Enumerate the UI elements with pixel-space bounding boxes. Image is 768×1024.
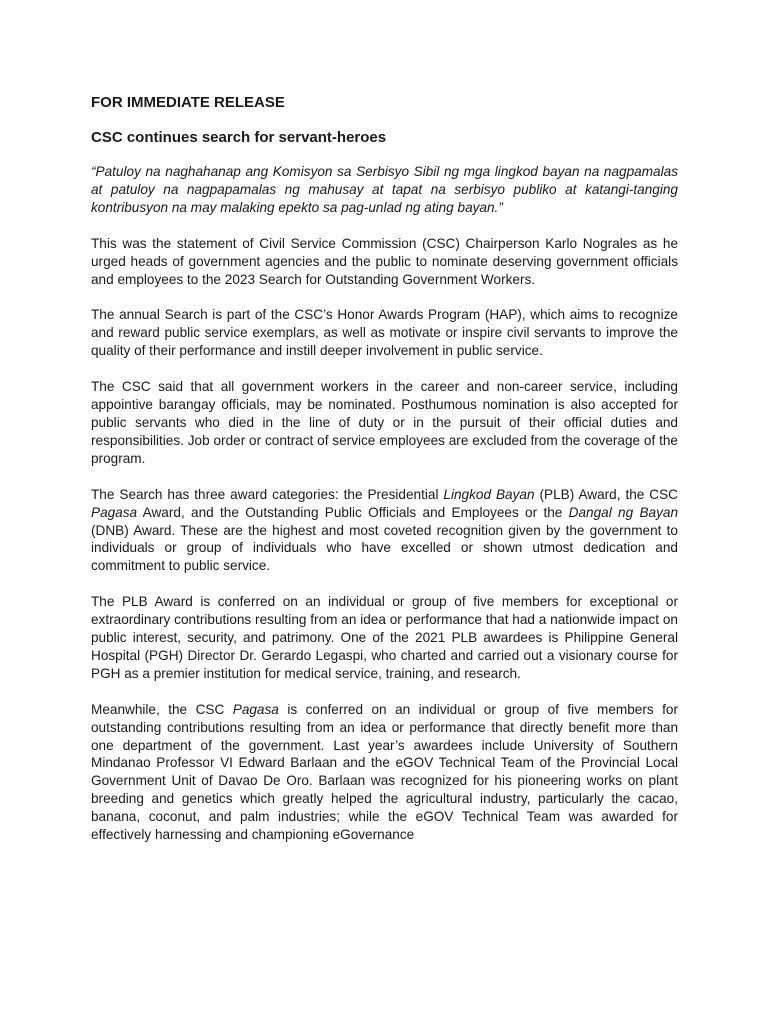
- paragraph-pagasa-award: [91, 701, 678, 844]
- paragraph-eligibility: The CSC said that all government workers in the career and non-career service, including appointive barangay officials, may be nominated. Posthumous nomination is also accepted for public servants who died in the line of duty or in the pursuit of their official duties and responsibilities. Job order or contract of service employees are excluded from the coverage of the program.: [91, 379, 678, 466]
- paragraph-hap: The annual Search is part of the CSC’s Honor Awards Program (HAP), which aims to recognize and reward public service exemplars, as well as motivate or inspire civil servants to improve the quality of their performance and instill deeper involvement in public service.: [91, 307, 678, 359]
- text-run: is conferred on an individual or group of five members for outstanding contributions resulting from an idea or performance that directly benefit more than one department of the government. Last year’s awardees include University of Southern Mindanao Professor VI Edward Barlaan and the eGOV Technical Team of the Provincial Local Government Unit of Davao De Oro. Barlaan was recognized for his pioneering works on plant breeding and genetics which greatly helped the agricultural industry, particularly the cacao, banana, coconut, and palm industries; while the eGOV Technical Team was awarded for effectively harnessing and championing eGovernance: [91, 701, 678, 843]
- italic-term: Lingkod Bayan: [443, 486, 535, 502]
- italic-term: Pagasa: [232, 701, 279, 717]
- paragraph-statement: This was the statement of Civil Service Commission (CSC) Chairperson Karlo Nograles as he urged heads of government agencies and the public to nominate deserving government officials and employees to the 2023 Search for Outstanding Government Workers.: [91, 235, 678, 287]
- text-run: Meanwhile, the CSC: [91, 701, 233, 717]
- paragraph-award-categories: [91, 486, 678, 576]
- italic-term: Dangal ng Bayan: [568, 504, 679, 520]
- text-run: (DNB) Award. These are the highest and most coveted recognition given by the government to individuals or group of individuals who have excelled or shown utmost dedication and commitment to public service.: [91, 522, 678, 574]
- text-run: (PLB) Award, the CSC: [534, 486, 678, 502]
- text-run: The Search has three award categories: the Presidential: [91, 486, 444, 502]
- release-line: FOR IMMEDIATE RELEASE: [91, 94, 285, 111]
- paragraph-plb-award: The PLB Award is conferred on an individual or group of five members for exceptional or extraordinary contributions resulting from an idea or performance that had a nationwide impact on public interest, security, and patrimony. One of the 2021 PLB awardees is Philippine General Hospital (PGH) Director Dr. Gerardo Legaspi, who charted and carried out a visionary course for PGH as a premier institution for medical service, training, and research.: [91, 594, 678, 681]
- italic-term: Pagasa: [91, 504, 138, 520]
- text-run: Award, and the Outstanding Public Officials and Employees or the: [137, 504, 569, 520]
- quote-paragraph: “Patuloy na naghahanap ang Komisyon sa Serbisyo Sibil ng mga lingkod bayan na nagpamalas at patuloy na nagpapamalas ng mahusay at tapat na serbisyo publiko at katangi-tanging kontribusyon na may malaking epekto sa pag-unlad ng ating bayan.”: [91, 164, 678, 215]
- headline: CSC continues search for servant-heroes: [91, 129, 387, 146]
